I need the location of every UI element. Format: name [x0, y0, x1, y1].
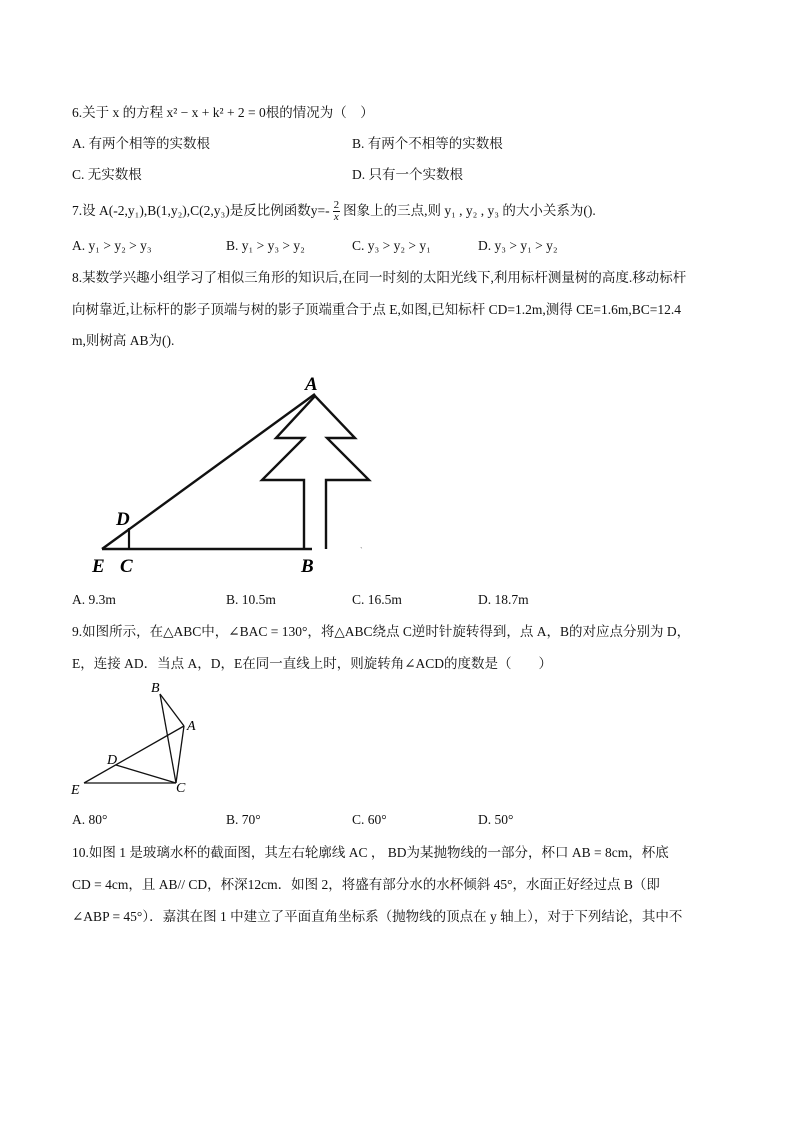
q8-label-b: B	[301, 556, 314, 577]
q9-label-b: B	[151, 681, 160, 696]
q8-option-c: C. 16.5m	[352, 592, 402, 607]
q8-label-e: E	[92, 556, 105, 577]
q7-fraction-denominator: x	[333, 211, 339, 223]
q10-line-1: 10.如图 1 是玻璃水杯的截面图，其左右轮廓线 AC ， BD为某抛物线的一部分，杯口 AB = 8cm，杯底	[72, 845, 669, 860]
q7-option-a: A. y₁ > y₂ > y₃	[72, 238, 152, 253]
q9-option-c: C. 60°	[352, 812, 387, 827]
q9-line-2: E，连接 AD．当点 A，D，E在同一直线上时，则旋转角∠ACD的度数是（ ）	[72, 656, 553, 671]
q8-sun-ray	[102, 394, 315, 549]
q9-segment-ac	[176, 726, 184, 783]
q7-stem-part-b: 图象上的三点,则 y₁ , y₂ , y₃ 的大小关系为().	[343, 202, 596, 218]
q9-option-d: D. 50°	[478, 812, 514, 827]
q6-option-d: D. 只有一个实数根	[352, 167, 463, 182]
q8-tree-figure	[80, 368, 380, 580]
q8-option-b: B. 10.5m	[226, 592, 276, 607]
q7-option-b: B. y₁ > y₃ > y₂	[226, 238, 305, 253]
q8-label-c: C	[120, 556, 133, 577]
q9-label-c: C	[176, 781, 186, 796]
q10-line-3: ∠ABP = 45°）．嘉淇在图 1 中建立了平面直角坐标系（抛物线的顶点在 y 轴上），对于下列结论，其中不	[72, 909, 683, 924]
q9-option-b: B. 70°	[226, 812, 261, 827]
q6-option-c: C. 无实数根	[72, 167, 142, 182]
q8-label-d: D	[116, 509, 130, 530]
q9-label-a: A	[187, 719, 196, 734]
q9-segment-ea	[84, 726, 184, 783]
q9-line-1: 9.如图所示，在△ABC中，∠BAC = 130°，将△ABC绕点 C逆时针旋转得到，点 A，B的对应点分别为 D，	[72, 624, 691, 639]
q10-line-2: CD = 4cm，且 AB// CD，杯深12cm．如图 2，将盛有部分水的水杯倾斜 45°，水面正好经过点 B（即	[72, 877, 660, 892]
q9-rotation-figure	[66, 680, 216, 800]
q9-label-d: D	[107, 753, 118, 768]
q6-stem: 6.关于 x 的方程 x² − x + k² + 2 = 0根的情况为（ ）	[72, 105, 374, 120]
q6-option-b: B. 有两个不相等的实数根	[352, 136, 503, 151]
q8-line-3: m,则树高 AB为().	[72, 333, 175, 348]
q8-option-d: D. 18.7m	[478, 592, 529, 607]
q7-option-c: C. y₃ > y₂ > y₁	[352, 238, 431, 253]
q9-segment-dc	[116, 765, 176, 783]
q7-fraction	[333, 200, 341, 223]
q7-option-d: D. y₃ > y₁ > y₂	[478, 238, 558, 253]
q8-line-1: 8.某数学兴趣小组学习了相似三角形的知识后,在同一时刻的太阳光线下,利用标杆测量树的高度.移动标杆	[72, 270, 687, 285]
q7-stem	[72, 199, 596, 222]
q9-segment-ba	[160, 694, 184, 726]
q8-option-a: A. 9.3m	[72, 592, 116, 607]
q8-line-2: 向树靠近,让标杆的影子顶端与树的影子顶端重合于点 E,如图,已知标杆 CD=1.2m,测得 CE=1.6m,BC=12.4	[72, 302, 681, 317]
q7-fraction-numerator: 2	[333, 199, 340, 211]
q9-option-a: A. 80°	[72, 812, 108, 827]
q9-label-e: E	[71, 783, 80, 798]
q8-stray-mark: `	[360, 546, 363, 555]
q8-label-a: A	[305, 374, 318, 395]
q6-option-a: A. 有两个相等的实数根	[72, 136, 210, 151]
q8-tree-shape	[262, 396, 369, 549]
q7-stem-part-a: 7.设 A(-2,y₁),B(1,y₂),C(2,y₃)是反比例函数y=-	[72, 202, 330, 218]
